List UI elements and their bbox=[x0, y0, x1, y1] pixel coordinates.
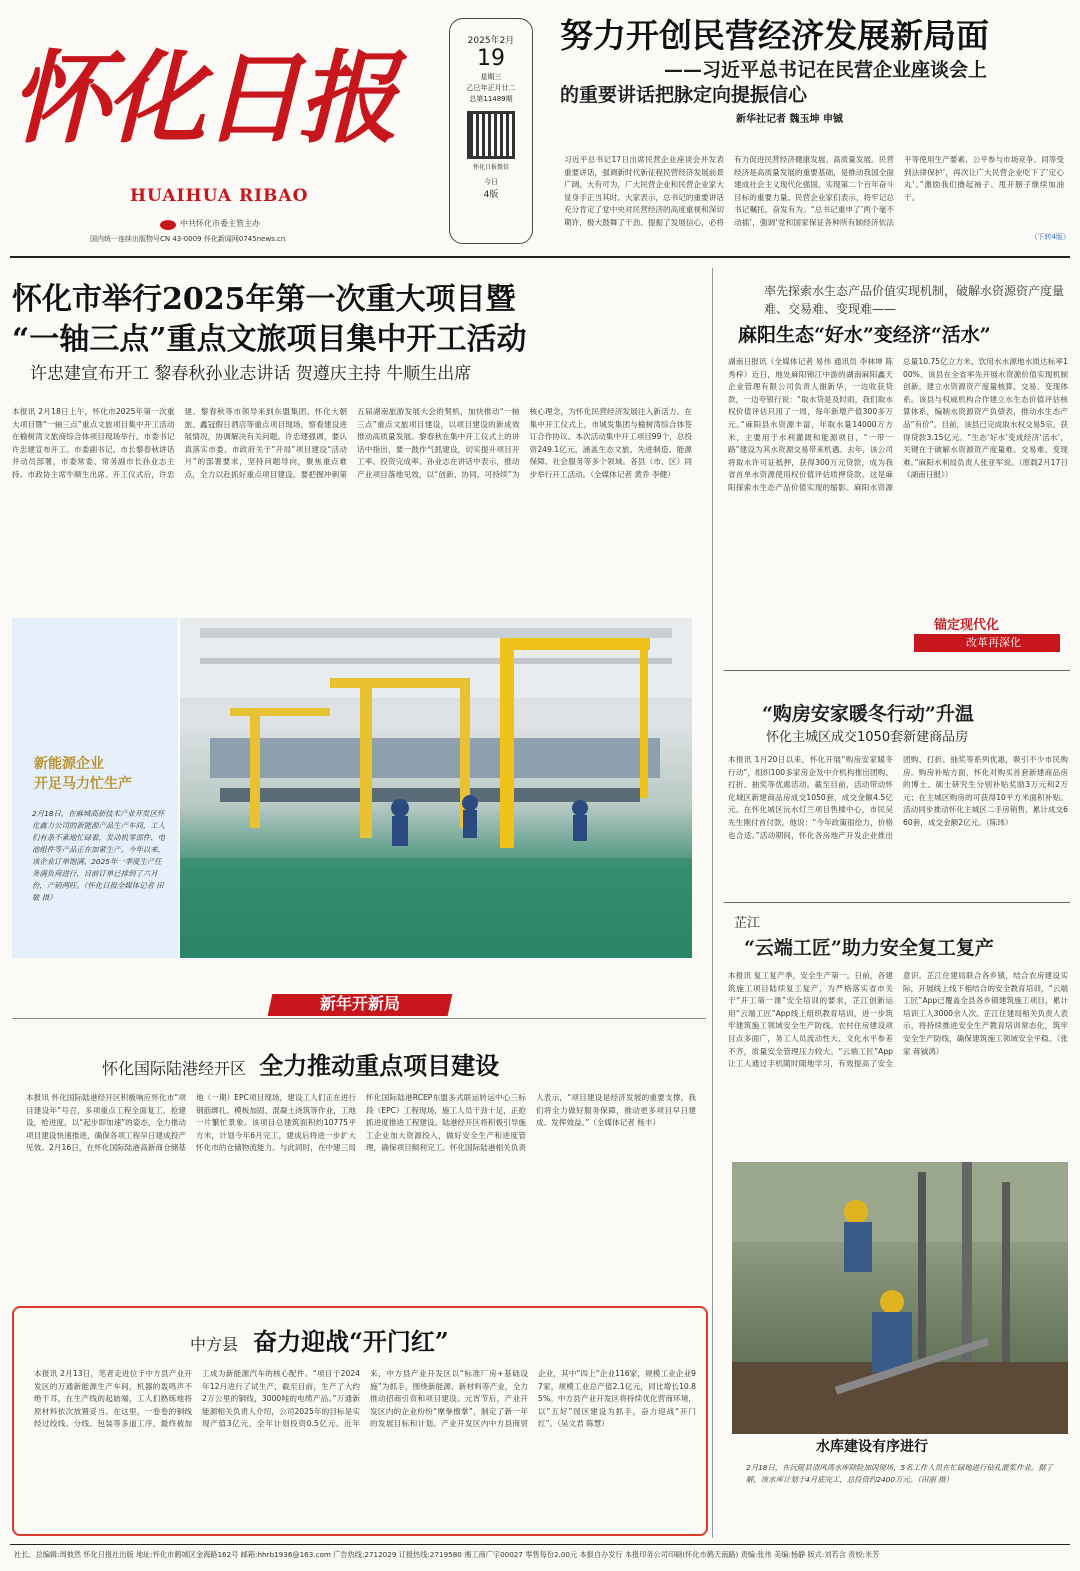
section-rule bbox=[12, 1018, 706, 1019]
a6-body: 本报讯 2月13日，笔者走进位于中方县产业开发区的万通新能源生产车间，机器的轰鸣声不绝于耳，在生产线的起始端，工人们熟练地将原材料依次放置妥当。在这里，一卷卷的铜线经过绞线、分线、包装等多道工序，最终被加工成为新能源汽车的核心配件。“项目于2024年12月进行了试生产，截至目前，生产了大约2万公里的铜线，3000吨的电缆产品。”万通新能源相关负责人介绍，公司2025年的目标是实现产值3亿元，全年计划投资0.5亿元。近年来，中方县产业开发区以“标准厂房+基础设施”为抓手，围绕新能源、新材料等产业，全力推动招商引资和项目建设。元宵节后，产业开发区内的企业纷纷“摩拳擦掌”，制定了新一年的发展目标和计划。产业开发区内中方县商贸企业，其中“四上”企业116家，规模工业企业97家，规模工业总产值2.1亿元，同比增长10.85%。中方县产业开发区将持续优化营商环境，以“五好”园区建设为抓手，奋力迎战“开门红”。（吴文君 陈慧） bbox=[34, 1369, 696, 1429]
photo1-kicker: 新能源企业 bbox=[34, 756, 104, 772]
photo2-caption: 2月18日，在沅陵县清风湾水库除险加固现场，5名工作人员在忙碌地进行钻孔灌浆作业。据了解，该水库计划于4月底完工，总投资约2400万元。（田丽 摄） bbox=[746, 1463, 1054, 1484]
date-year-month: 2025年2月 bbox=[467, 36, 515, 46]
date-weekday: 星期三 bbox=[480, 73, 502, 81]
a4-headline: 全力推动重点项目建设 bbox=[259, 1051, 500, 1080]
right-rule-1 bbox=[724, 670, 1070, 671]
photo1-caption: 2月18日，在麻城高新技术产业开发区怀化鑫力公司的新能源产品生产车间，工人们有条不紊地忙碌着，发动机零部件、电池组件等产品正在加紧生产。今年以来，该企业订单饱满，2025年一季度生产任务满负荷进行，目前订单已排到了六月份，产销两旺。（怀化日报全媒体记者 田敏 摄） bbox=[32, 809, 166, 902]
date-box bbox=[449, 18, 533, 244]
article-zhongfang-highlight bbox=[12, 1306, 708, 1536]
a3-subhead: 怀化主城区成交1050套新建商品房 bbox=[766, 730, 969, 745]
qr-caption: 怀化日报微信 bbox=[472, 164, 509, 171]
a6-title-row bbox=[190, 1322, 449, 1357]
a6-headline: 奋力迎战“开门红” bbox=[253, 1327, 449, 1356]
a5-body: 本报讯 复工复产季，安全生产第一。日前，各建筑施工项目陆续复工复产，为严格落实省市关于“开工第一课”安全培训的要求，芷江创新运用“云端工匠”App线上组织教育培训，进一步筑牢建筑施工领域安全生产防线。农村住房建设项目点多面广，务工人员流动性大、文化水平参差不齐，质量安全管理压力较大。“云端工匠”App让工人通过手机随时随地学习，有效提高了安全意识。芷江住建局联合各乡镇，结合农房建设实际，开展线上线下相结合的安全教育培训，“云端工匠”App已覆盖全县各乡镇建筑施工项目，累计培训工人3000余人次。芷江住建局相关负责人表示，将持续推进安全生产教育培训常态化，筑牢安全生产防线，确保建筑施工领域安全平稳。（张家 蒋铖鸿） bbox=[728, 971, 1068, 1069]
a4-body: 本报讯 怀化国际陆港经开区积极响应怀化市“项目建设年”号召，多项重点工程全面复工，抢建设，抢进度，以“起步即加速”的姿态，全力推动项目建设快速推进，确保各项工程早日建成投产见效。2月16日，在怀化国际陆港高新商仓储基地（一期）EPC项目现场，建设工人们正在进行钢筋绑扎、模板加固、混凝土浇筑等作业，工地一片繁忙景象。该项目总建筑面积约10775平方米，计划今年6月完工，建成后将进一步扩大怀化市的仓储物流能力。与此同时，在中建三局怀化国际陆港RCEP东盟多式联运转运中心三标段（EPC）工程现场，施工人员干劲十足，正抢抓进度推进工程建设。陆港经开区将积极引导施工企业加大资源投入，做好安全生产和进度管理，确保项目顺利完工。怀化国际陆港相关负责人表示，“项目建设是经济发展的重要支撑，我们将全力做好服务保障，推动更多项目早日建成、发挥效益。”（全媒体记者 杨丰） bbox=[26, 1093, 696, 1153]
a1-headline-2: “一轴三点”重点文旅项目集中开工活动 bbox=[12, 322, 527, 357]
a2-kicker: 率先探索水生态产品价值实现机制，破解水资源资产度量难、交易难、变现难—— bbox=[764, 284, 1065, 316]
a5-location: 芷江 bbox=[734, 916, 761, 931]
a3-headline: “购房安家暖冬行动”升温 bbox=[762, 703, 974, 725]
newspaper-icon bbox=[160, 220, 176, 230]
photo1-title: 开足马力忙生产 bbox=[34, 776, 132, 792]
lead-article bbox=[560, 14, 1070, 246]
photo2-title-text: 水库建设有序进行 bbox=[816, 1439, 928, 1455]
reservoir-photo bbox=[732, 1162, 1068, 1434]
a1-headline-1: 怀化市举行2025年第一次重大项目暨 bbox=[12, 282, 516, 317]
a4-prefix: 怀化国际陆港经开区 bbox=[102, 1059, 247, 1078]
column-divider bbox=[712, 268, 713, 1538]
masthead-sponsor: 中共怀化市委主管主办 bbox=[180, 219, 260, 228]
a6-prefix: 中方县 bbox=[190, 1335, 239, 1354]
today-label: 今日 bbox=[484, 178, 498, 186]
article-major-projects bbox=[12, 280, 702, 580]
a5-headline: “云端工匠”助力安全复工复产 bbox=[744, 937, 994, 959]
banner-text: 新年开新局 bbox=[319, 994, 400, 1013]
badge-line-1: 锚定现代化 bbox=[934, 618, 1000, 633]
new-year-banner bbox=[270, 984, 450, 1018]
article-housing bbox=[724, 700, 1070, 890]
article-land-port bbox=[12, 1040, 706, 1290]
a1-body: 本报讯 2月18日上午，怀化市2025年第一次重大项目暨“一轴三点”重点文旅项目集中开工活动在榆树湾文旅商综合体项目现场举行。市委书记许忠建宣布开工。市委副书记、市长黎春秋讲话并动员部署，市委常委、常务副市长孙业志主持。市政协主席牛顺生出席。开工仪式后，许忠建、黎春秋等市领导来到东盟集团、怀化大朝旅、鑫冠假日酒店等重点项目现场，察看建设进展情况，协调解决有关问题。许忠建强调，要认真落实市委、市政府关于“开局”项目建设“活动月”的部署要求，坚持问题导向，聚焦重点难点，全力以赴抓好重点项目建设。要把握冲刺第五届湖南旅游发展大会的契机，加快推动“一轴三点”重点文旅项目建设，以项目建设的新成效推动高质量发展。黎春秋在集中开工仪式上的讲话中指出，要一鼓作气抓建设，切实提升项目开工率、投资完成率。孙业志在讲话中表示，推动产业项目落地见效，以“创新、协同、可持续”为核心理念，为怀化民营经济发展注入新活力。在集中开工仪式上，市城发集团与榆树湾综合体签订合作协议。本次活动集中开工项目99个，总投资249.1亿元，涵盖生态文旅、先进制造、能源保障、社会服务等多个领域。各县（市、区）同步举行开工活动。（全媒体记者 黄乔 李健） bbox=[12, 407, 692, 479]
masthead-rule bbox=[10, 256, 1070, 258]
issue-number: 总第11489期 bbox=[469, 95, 513, 103]
masthead-logo: 怀化日报 bbox=[10, 39, 394, 157]
reform-badge bbox=[914, 618, 1060, 654]
article-zhijiang bbox=[724, 914, 1070, 1124]
lead-subhead-1: ——习近平总书记在民营企业座谈会上 bbox=[664, 59, 988, 81]
a2-body: 湖南日报讯（全媒体记者 易伟 通讯员 李林坤 陈秀梓）近日，地处麻阳锦江中游的湖南麻阳鑫天企业管理有限公司负责人谢新华，一边收获贷款，一边夸银行说：“取水贷是及时雨，我们取水权价值评估只用了一周，每年新增产值300多万元。”麻阳县水资源丰富，年取水量14000万方米，主要用于水利灌溉和能源项目，“一带一路”建设为其水资源交易带来机遇。去年，该公司将取水许可证抵押，获得300万元贷款，成为我省首单水资源使用权价值评估质押贷款。这是麻阳探索水生态产品价值实现的缩影。麻阳水资源总量10.75亿立方米，饮用水水源地水质达标率100%。该县在全省率先开展水资源价值实现机制创新，建立水资源资产度量核算、交易、变现体系。该县与权威机构合作建立水生态价值评估核算体系，编制水资源资产负债表，推动水生态产品“有价”。目前，该县已完成取水权交易5宗，获得贷款3.15亿元。“生态‘好水’变成经济‘活水’，关键在于破解水资源资产度量难、交易难、变现难。”麻阳水利局负责人张亚军说。（原载2月17日《湖南日报》） bbox=[728, 357, 1068, 492]
lead-byline: 新华社记者 魏玉坤 申铖 bbox=[736, 114, 843, 125]
lead-subhead-2: 的重要讲话把脉定向提振信心 bbox=[560, 84, 808, 106]
footer-imprint: 社长、总编辑:周彼然 怀化日报社出版 地址:怀化市鹤城区金海路162号 邮箱:hhrb1936@163.com 广告热线:2712029 订报热线:2719580 湘工商广字00027 零售每份2.00元 本报自办发行 本报印务公司印刷(怀化市鹤天南路) 责编:张伟 美编:杨静 版式:刘若含 责校:米芳 bbox=[14, 1550, 880, 1559]
a4-title-row bbox=[102, 1046, 499, 1081]
masthead bbox=[10, 10, 440, 250]
lead-headline: 努力开创民营经济发展新局面 bbox=[560, 16, 989, 55]
lead-body: 习近平总书记17日出席民营企业座谈会并发表重要讲话，强调新时代新征程民营经济发展前景广阔、大有可为，广大民营企业和民营企业家大显身手正当其时。大家表示，总书记的重要讲话充分肯定了党中央对民营经济的高度重视和深切期许，极大鼓舞了干劲、提振了发展信心，必将有力促进民营经济健康发展、高质量发展。民营经济是高质量发展的重要基础，是推动我国全面建成社会主义现代化强国、实现第二个百年奋斗目标的重要力量。民营企业家们表示，将牢记总书记嘱托，奋发有为。“总书记重申了‘两个毫不动摇’，强调‘党和国家保证各种所有制经济依法平等使用生产要素、公平参与市场竞争、同等受到法律保护’，再次让广大民营企业吃下了‘定心丸’。”激励我们撸起袖子、甩开膀子继续加油干。 bbox=[564, 155, 1064, 227]
article-mayang-water bbox=[724, 282, 1070, 662]
lead-continue: （下转4版） bbox=[1030, 233, 1070, 241]
masthead-pinyin: HUAIHUA RIBAO bbox=[130, 186, 309, 206]
photo1-caption-box bbox=[12, 618, 178, 958]
badge-line-2: 改革再深化 bbox=[914, 634, 1060, 652]
page-count: 4版 bbox=[483, 190, 499, 200]
date-lunar: 乙巳年正月廿二 bbox=[466, 84, 516, 92]
factory-photo bbox=[180, 618, 692, 958]
photo2-caption-area bbox=[732, 1436, 1068, 1536]
a2-headline: 麻阳生态“好水”变经济“活水” bbox=[738, 324, 991, 346]
a3-body: 本报讯 1月20日以来，怀化开展“购房安家暖冬行动”，组织100多家房企及中介机构推出团购、打折、抽奖等优惠活动。截至目前，活动带动怀化城区新建商品房成交1050套，成交金额4.5亿元。在怀化城区沅水灯兰项目售楼中心，市民吴先生刚付首付款，他说：“今年政策很给力，价格也合适。”活动期间，怀化各房地产开发企业推出团购、打折、抽奖等系列优惠，吸引不少市民购房。购房补贴方面，怀化对购买首套新建商品房的博士、硕士研究生分别补贴奖励3万元和2万元；在主城区购房的可获得10平方米面积补贴。活动同步推动怀化主城区二手房销售，累计成交660套，成交金额2亿元。（陈玮） bbox=[728, 755, 1068, 840]
masthead-cn-number: 国内统一连续出版物号CN 43-0009 怀化新闻网0745news.cn bbox=[90, 235, 286, 243]
right-rule-2 bbox=[724, 902, 1070, 903]
qr-code-icon bbox=[467, 111, 515, 159]
a1-subhead: 许忠建宣布开工 黎春秋孙业志讲话 贺遵庆主持 牛顺生出席 bbox=[30, 364, 472, 384]
date-day: 19 bbox=[477, 46, 505, 71]
footer-rule bbox=[10, 1544, 1070, 1545]
